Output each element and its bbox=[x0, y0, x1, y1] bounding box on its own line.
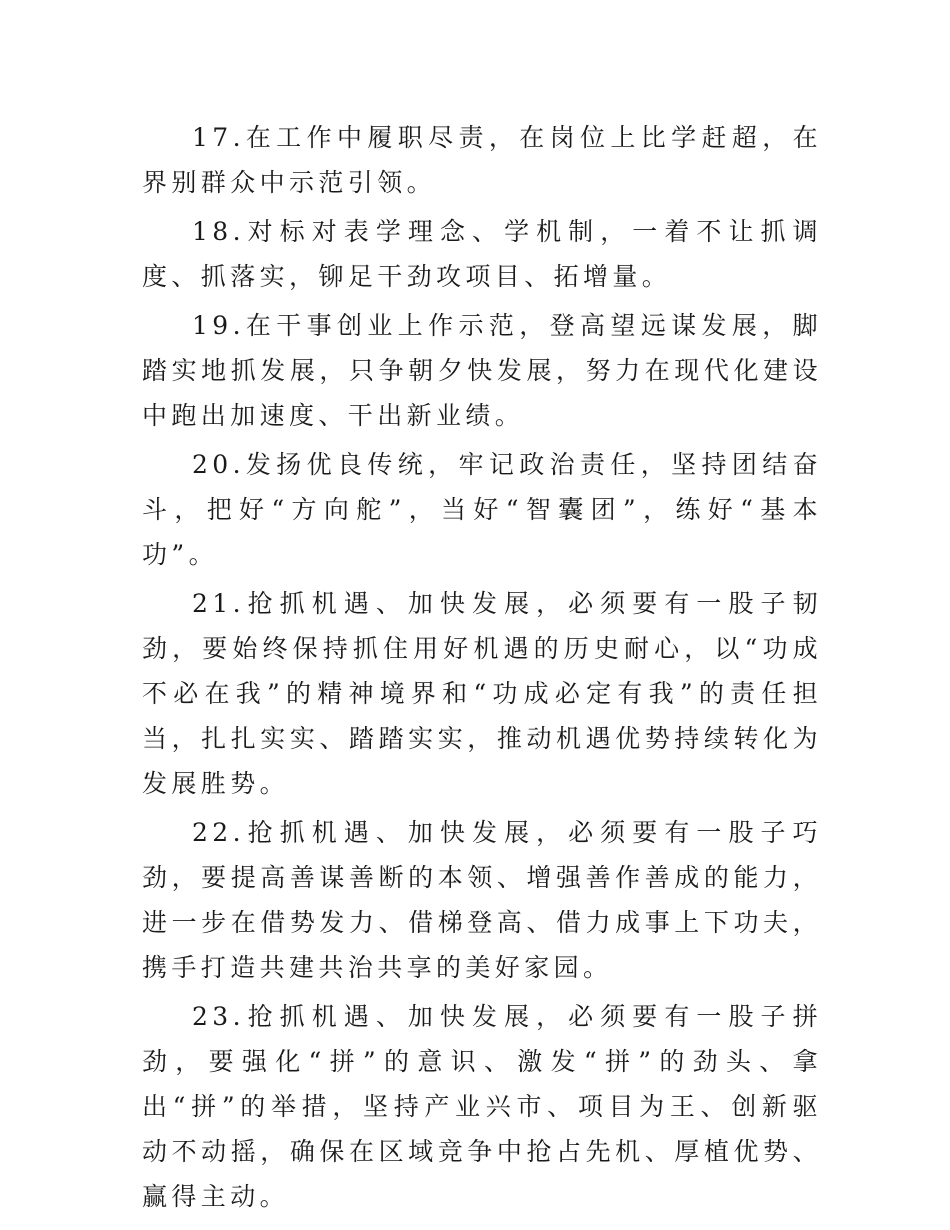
paragraph-17: 17.在工作中履职尽责，在岗位上比学赶超，在界别群众中示范引领。 bbox=[142, 123, 822, 197]
paragraph-20: 20.发扬优良传统，牢记政治责任，坚持团结奋斗，把好“方向舵”，当好“智囊团”，练好“基本功”。 bbox=[142, 450, 822, 569]
paragraph-22: 22.抢抓机遇、加快发展，必须要有一股子巧劲，要提高善谋善断的本领、增强善作善成的能力，进一步在借势发力、借梯登高、借力成事上下功夫，携手打造共建共治共享的美好家园。 bbox=[142, 818, 822, 982]
paragraph-23: 23.抢抓机遇、加快发展，必须要有一股子拼劲，要强化“拼”的意识、激发“拼”的劲头、拿出“拼”的举措，坚持产业兴市、项目为王、创新驱动不动摇，确保在区域竞争中抢占先机、厚植优势、赢得主动。 bbox=[142, 1002, 822, 1211]
paragraph-21: 21.抢抓机遇、加快发展，必须要有一股子韧劲，要始终保持抓住用好机遇的历史耐心，以“功成不必在我”的精神境界和“功成必定有我”的责任担当，扎扎实实、踏踏实实，推动机遇优势持续转化为发展胜势。 bbox=[142, 589, 822, 798]
paragraph-19: 19.在干事创业上作示范，登高望远谋发展，脚踏实地抓发展，只争朝夕快发展，努力在现代化建设中跑出加速度、干出新业绩。 bbox=[142, 311, 822, 430]
paragraph-18: 18.对标对表学理念、学机制，一着不让抓调度、抓落实，铆足干劲攻项目、拓增量。 bbox=[142, 217, 822, 291]
document-body bbox=[142, 115, 822, 1223]
